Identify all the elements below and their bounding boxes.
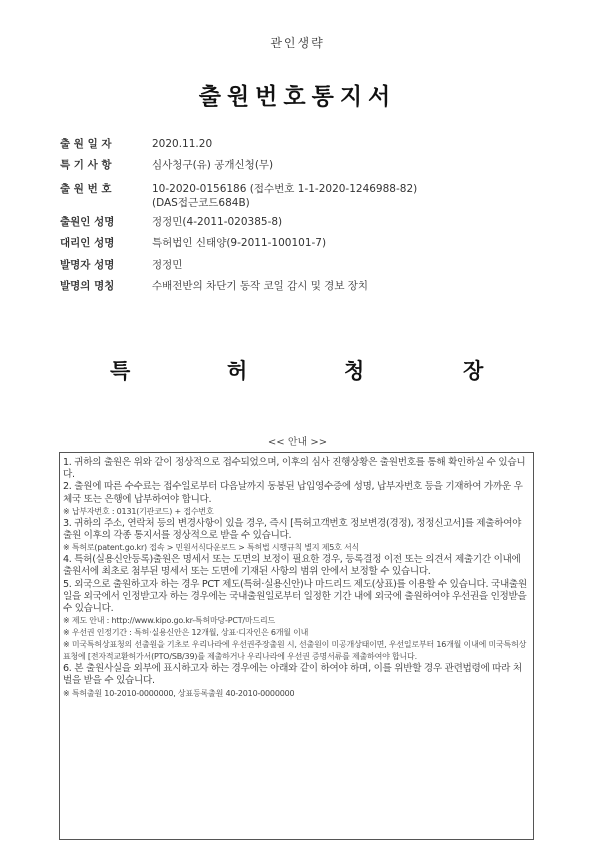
field-application-number [60,182,417,210]
field-value: 정정민(4-2011-020385-8) [152,216,283,228]
issuer-char: 장 [463,359,484,383]
notice-note: ※ 제도 안내 : http://www.kipo.go.kr-특허마당-PCT/마드리드 [63,616,276,626]
application-number-text: 10-2020-0156186 (접수번호 1-1-2020-1246988-82) [152,183,418,195]
notice-note: ※ 특허로(patent.go.kr) 접속 > 민원서식다운로드 > 특허법 시행규칙 별지 제5호 서식 [63,543,360,553]
field-label: 발명자 성명 [60,259,115,271]
field-invention-title [60,279,368,293]
field-label: 출 원 일 자 [60,138,112,150]
field-value: 심사청구(유) 공개신청(무) [152,159,274,171]
notice-item: 6. 본 출원사실을 외부에 표시하고자 하는 경우에는 아래와 같이 하여야 하며, 이를 위반할 경우 관련법령에 따라 처벌을 받을 수 있습니다. [63,663,522,687]
notice-item: 4. 특허(실용신안등록)출원은 명세서 또는 도면의 보정이 필요한 경우, 등록결정 이전 또는 의견서 제출기간 이내에 출원서에 최초로 첨부된 명세서 또는 도면에 기재된 사항의 범위 안에서 보정할 수 있습니다. [63,554,521,578]
field-value: 정정민 [152,259,183,271]
field-agent-name [60,236,326,250]
issuer-char: 청 [344,359,365,383]
field-label: 출 원 번 호 [60,183,112,195]
header-stamp-omitted: 관인생략 [270,36,325,50]
field-inventor-name [60,258,182,272]
notice-item: 2. 출원에 따른 수수료는 접수일로부터 다음날까지 동봉된 납입영수증에 성명, 납부자번호 등을 기재하여 가까운 우체국 또는 은행에 납부하여야 합니다. [63,481,523,505]
field-value [152,182,417,210]
guide-heading: << 안내 >> [267,437,328,448]
notice-item: 5. 외국으로 출원하고자 하는 경우 PCT 제도(특허·실용신안)나 마드리드 제도(상표)를 이용할 수 있습니다. 국내출원일을 외국에서 인정받고자 하는 경우에는 국내출원일로부터 일정한 기간 내에 외국에 출원하여야 우선권을 인정받을 수 있습니다. [63,578,527,615]
field-label: 출원인 성명 [60,216,115,228]
field-label: 발명의 명칭 [60,280,115,292]
field-value: 특허법인 신태양(9-2011-100101-7) [152,237,327,249]
field-label: 대리인 성명 [60,237,115,249]
notice-note: ※ 납부자번호 : 0131(기관코드) + 접수번호 [63,506,214,516]
notice-box [59,452,534,840]
issuer-char: 특 [110,359,131,383]
field-filing-date [60,137,212,151]
field-value: 2020.11.20 [152,138,213,150]
field-applicant-name [60,215,282,229]
notice-note: ※ 미국특허상표청의 선출원을 기초로 우리나라에 우선권주장출원 시, 선출원이 미공개상태이면, 우선일로부터 16개월 이내에 미국특허상표청에 [전자적교환허가서(PTO/SB/39)를 제출하거나 우리나라에 우선권 증명서류를 제출하여야 합니다. [63,640,527,662]
notice-item: 1. 귀하의 출원은 위와 같이 정상적으로 접수되었으며, 이후의 심사 진행상황은 출원번호를 통해 확인하실 수 있습니다. [63,457,526,481]
issuer-char: 허 [227,359,248,383]
notice-item: 3. 귀하의 주소, 연락처 등의 변경사항이 있을 경우, 즉시 [특허고객번호 정보변경(경정), 정정신고서]를 제출하여야 출원 이후의 각종 통지서를 정상적으로 받을 수 있습니다. [63,517,522,542]
field-label: 특 기 사 항 [60,159,112,171]
das-access-code: (DAS접근코드684B) [152,197,250,209]
notice-note: ※ 특허출원 10-2010-0000000, 상표등록출원 40-2010-0000000 [63,688,295,698]
notice-note: ※ 우선권 인정기간 : 특허·실용신안은 12개월, 상표·디자인은 6개월 이내 [63,628,309,638]
field-special-notes [60,158,273,172]
document-title: 출원번호통지서 [198,84,397,110]
field-value: 수배전반의 차단기 동작 코일 감시 및 경보 장치 [152,280,369,292]
